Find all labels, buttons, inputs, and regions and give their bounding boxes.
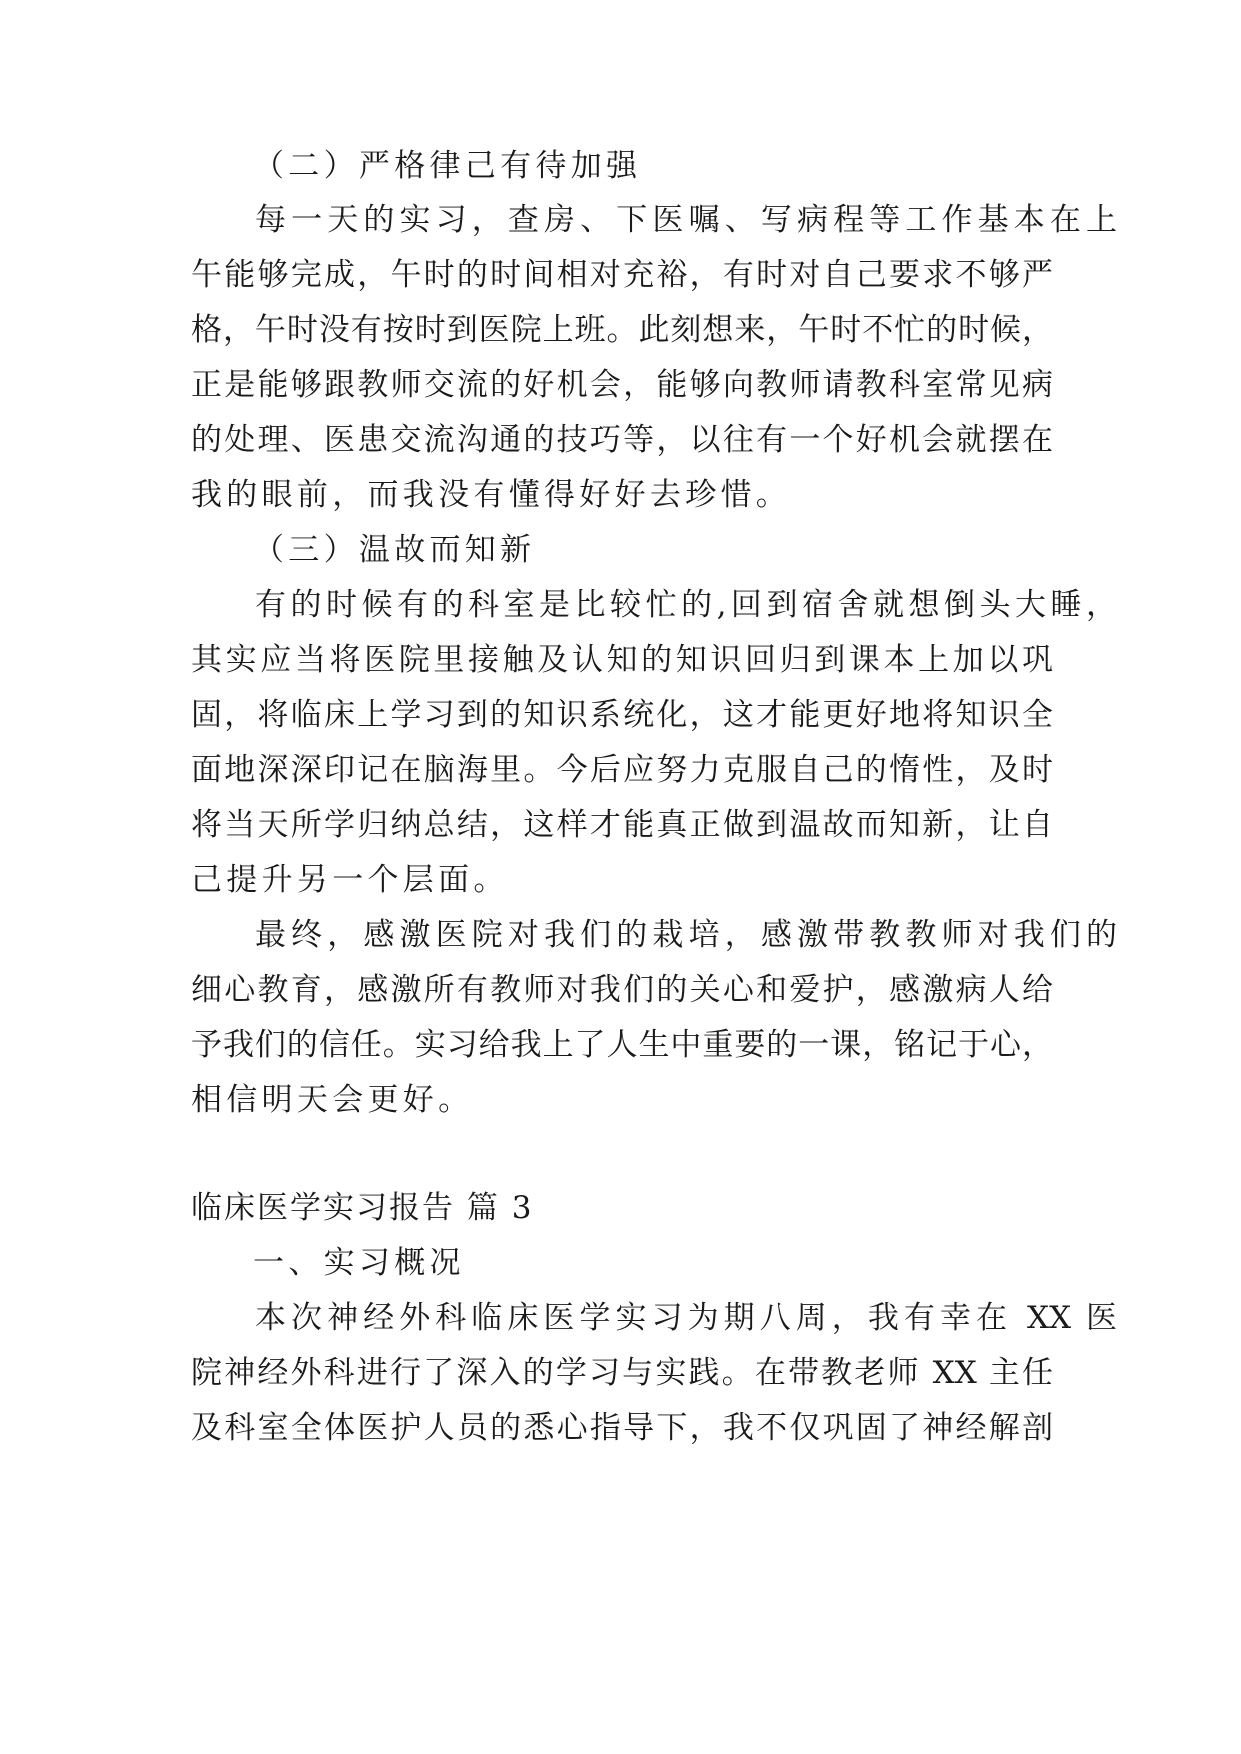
paragraph-line: 院神经外科进行了深入的学习与实践。在带教老师 XX 主任 — [191, 1355, 1053, 1391]
paragraph-line: 本次神经外科临床医学实习为期八周，我有幸在 XX 医 — [255, 1300, 1117, 1336]
paragraph-line: 及科室全体医护人员的悉心指导下，我不仅巩固了神经解剖 — [191, 1410, 1053, 1446]
paragraph-line: 将当天所学归纳总结，这样才能真正做到温故而知新，让自 — [191, 807, 1053, 843]
paragraph-line: 我的眼前，而我没有懂得好好去珍惜。 — [191, 477, 792, 513]
paragraph-line: 午能够完成，午时的时间相对充裕，有时对自己要求不够严 — [191, 257, 1053, 293]
paragraph-line: 固，将临床上学习到的知识系统化，这才能更好地将知识全 — [191, 697, 1053, 733]
section-heading-3: （三）温故而知新 — [253, 532, 536, 568]
paragraph-line: 其实应当将医院里接触及认知的知识回归到课本上加以巩 — [191, 642, 1053, 678]
paragraph-line: 相信明天会更好。 — [191, 1082, 474, 1118]
paragraph-line: 面地深深印记在脑海里。今后应努力克服自己的惰性，及时 — [191, 752, 1053, 788]
paragraph-line: 正是能够跟教师交流的好机会，能够向教师请教科室常见病 — [191, 367, 1053, 403]
paragraph-line: 细心教育，感激所有教师对我们的关心和爱护，感激病人给 — [191, 972, 1053, 1008]
paragraph-line: 格，午时没有按时到医院上班。此刻想来，午时不忙的时候， — [191, 312, 1053, 348]
paragraph-line: 的处理、医患交流沟通的技巧等，以往有一个好机会就摆在 — [191, 422, 1053, 458]
paragraph-line: 己提升另一个层面。 — [191, 862, 509, 898]
paragraph-line: 予我们的信任。实习给我上了人生中重要的一课，铭记于心， — [191, 1027, 1053, 1063]
report-title: 临床医学实习报告 篇 3 — [191, 1190, 534, 1226]
section-heading-1: 一、实习概况 — [253, 1245, 465, 1281]
paragraph-line: 最终，感激医院对我们的栽培，感激带教教师对我们的 — [255, 917, 1117, 953]
section-heading-2: （二）严格律己有待加强 — [253, 148, 642, 184]
paragraph-line: 有的时候有的科室是比较忙的,回到宿舍就想倒头大睡， — [255, 587, 1117, 623]
paragraph-line: 每一天的实习，查房、下医嘱、写病程等工作基本在上 — [255, 202, 1117, 238]
